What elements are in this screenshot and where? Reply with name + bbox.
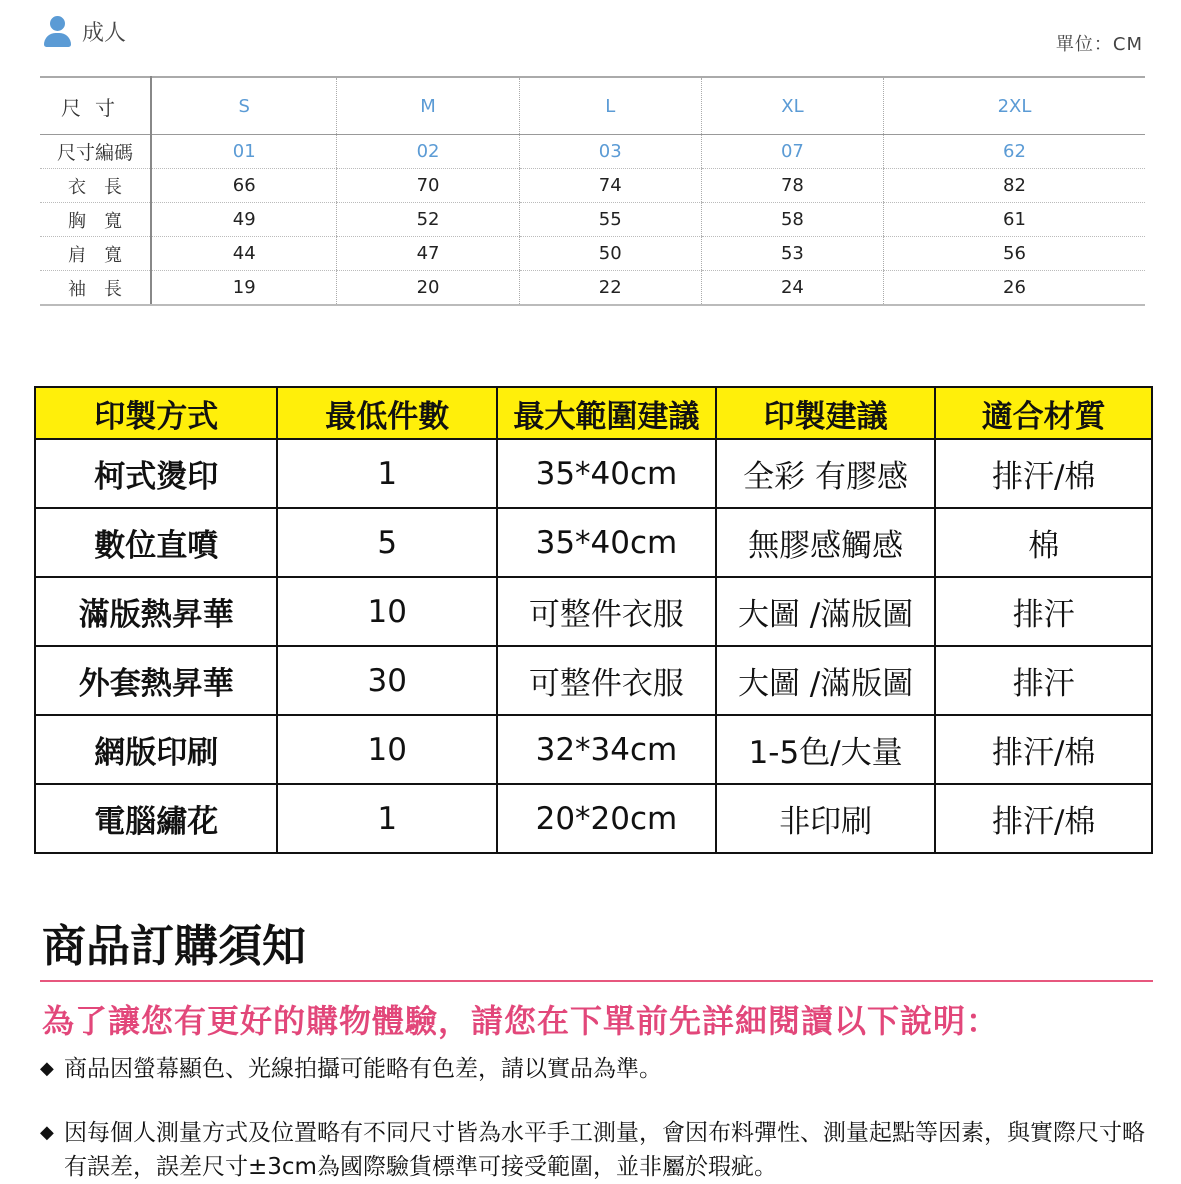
size-cell: 49 bbox=[151, 203, 337, 237]
notice-bullet-text: 因每個人測量方式及位置略有不同尺寸皆為水平手工測量，會因布料彈性、測量起點等因素，與實際尺寸略有誤差，誤差尺寸±3cm為國際驗貨標準可接受範圍，並非屬於瑕疵。 bbox=[64, 1120, 1145, 1180]
person-label: 成人 bbox=[82, 20, 127, 46]
print-cell: 可整件衣服 bbox=[497, 577, 716, 646]
print-header-cell: 最低件數 bbox=[277, 387, 497, 439]
size-cell: 02 bbox=[337, 135, 519, 169]
size-cell: 22 bbox=[519, 271, 701, 306]
print-cell: 1-5色/大量 bbox=[716, 715, 936, 784]
size-row-label: 袖長 bbox=[40, 271, 151, 306]
size-cell: 74 bbox=[519, 169, 701, 203]
print-cell: 排汗 bbox=[935, 646, 1152, 715]
print-header-cell: 印製方式 bbox=[35, 387, 277, 439]
print-cell: 1 bbox=[277, 439, 497, 508]
print-row bbox=[35, 784, 1152, 853]
size-cell: 24 bbox=[701, 271, 883, 306]
print-method-cell: 數位直噴 bbox=[35, 508, 277, 577]
size-cell: 44 bbox=[151, 237, 337, 271]
print-cell: 無膠感觸感 bbox=[716, 508, 936, 577]
size-cell: 19 bbox=[151, 271, 337, 306]
notice-title: 商品訂購須知 bbox=[42, 921, 306, 972]
size-cell: 56 bbox=[884, 237, 1146, 271]
print-cell: 35*40cm bbox=[497, 508, 716, 577]
print-cell: 棉 bbox=[935, 508, 1152, 577]
print-method-cell: 電腦繡花 bbox=[35, 784, 277, 853]
print-cell: 10 bbox=[277, 577, 497, 646]
size-chart-person bbox=[42, 14, 126, 48]
size-row-label: 尺寸編碼 bbox=[40, 135, 151, 169]
size-cell: 70 bbox=[337, 169, 519, 203]
print-method-table bbox=[34, 386, 1153, 854]
print-method-cell: 網版印刷 bbox=[35, 715, 277, 784]
size-cell: 61 bbox=[884, 203, 1146, 237]
print-row bbox=[35, 508, 1152, 577]
print-cell: 35*40cm bbox=[497, 439, 716, 508]
print-cell: 排汗/棉 bbox=[935, 715, 1152, 784]
size-header-row bbox=[40, 77, 1145, 135]
size-cell: 07 bbox=[701, 135, 883, 169]
size-row-label: 衣長 bbox=[40, 169, 151, 203]
print-header-cell: 適合材質 bbox=[935, 387, 1152, 439]
print-cell: 32*34cm bbox=[497, 715, 716, 784]
print-cell: 非印刷 bbox=[716, 784, 936, 853]
size-row bbox=[40, 135, 1145, 169]
notice-bullet bbox=[40, 1052, 662, 1086]
size-header-cell: XL bbox=[701, 77, 883, 135]
size-cell: 03 bbox=[519, 135, 701, 169]
size-row bbox=[40, 169, 1145, 203]
notice-bullet-text: 商品因螢幕顯色、光線拍攝可能略有色差，請以實品為準。 bbox=[64, 1056, 662, 1082]
notice-bullet bbox=[40, 1116, 1150, 1184]
print-method-cell: 柯式燙印 bbox=[35, 439, 277, 508]
print-cell: 5 bbox=[277, 508, 497, 577]
print-method-cell: 外套熱昇華 bbox=[35, 646, 277, 715]
print-cell: 1 bbox=[277, 784, 497, 853]
size-cell: 82 bbox=[884, 169, 1146, 203]
size-cell: 47 bbox=[337, 237, 519, 271]
print-cell: 全彩 有膠感 bbox=[716, 439, 936, 508]
print-method-cell: 滿版熱昇華 bbox=[35, 577, 277, 646]
size-row bbox=[40, 203, 1145, 237]
print-cell: 排汗/棉 bbox=[935, 439, 1152, 508]
size-header-cell: M bbox=[337, 77, 519, 135]
print-cell: 排汗/棉 bbox=[935, 784, 1152, 853]
person-icon bbox=[42, 14, 72, 48]
size-header-cell: 2XL bbox=[884, 77, 1146, 135]
print-cell: 排汗 bbox=[935, 577, 1152, 646]
size-cell: 52 bbox=[337, 203, 519, 237]
size-cell: 01 bbox=[151, 135, 337, 169]
diamond-bullet-icon: ◆ bbox=[40, 1122, 54, 1143]
print-cell: 30 bbox=[277, 646, 497, 715]
size-header-label: 尺寸 bbox=[40, 77, 151, 135]
size-row-label: 肩寬 bbox=[40, 237, 151, 271]
size-cell: 78 bbox=[701, 169, 883, 203]
size-row-label: 胸寬 bbox=[40, 203, 151, 237]
notice-divider bbox=[40, 980, 1153, 982]
size-cell: 26 bbox=[884, 271, 1146, 306]
print-row bbox=[35, 715, 1152, 784]
print-cell: 大圖 /滿版圖 bbox=[716, 577, 936, 646]
size-row bbox=[40, 237, 1145, 271]
print-header-cell: 最大範圍建議 bbox=[497, 387, 716, 439]
size-cell: 62 bbox=[884, 135, 1146, 169]
size-cell: 20 bbox=[337, 271, 519, 306]
notice-subtitle: 為了讓您有更好的購物體驗，請您在下單前先詳細閱讀以下說明： bbox=[42, 1002, 1000, 1040]
size-cell: 58 bbox=[701, 203, 883, 237]
size-chart-table bbox=[40, 76, 1145, 306]
print-cell: 大圖 /滿版圖 bbox=[716, 646, 936, 715]
size-cell: 66 bbox=[151, 169, 337, 203]
size-row bbox=[40, 271, 1145, 306]
print-header-row bbox=[35, 387, 1152, 439]
print-row bbox=[35, 439, 1152, 508]
print-cell: 20*20cm bbox=[497, 784, 716, 853]
print-cell: 可整件衣服 bbox=[497, 646, 716, 715]
size-cell: 50 bbox=[519, 237, 701, 271]
unit-label: 單位：CM bbox=[1055, 34, 1143, 55]
diamond-bullet-icon: ◆ bbox=[40, 1058, 54, 1079]
print-cell: 10 bbox=[277, 715, 497, 784]
print-header-cell: 印製建議 bbox=[716, 387, 936, 439]
size-cell: 53 bbox=[701, 237, 883, 271]
size-header-cell: S bbox=[151, 77, 337, 135]
size-header-cell: L bbox=[519, 77, 701, 135]
print-row bbox=[35, 577, 1152, 646]
size-cell: 55 bbox=[519, 203, 701, 237]
print-row bbox=[35, 646, 1152, 715]
